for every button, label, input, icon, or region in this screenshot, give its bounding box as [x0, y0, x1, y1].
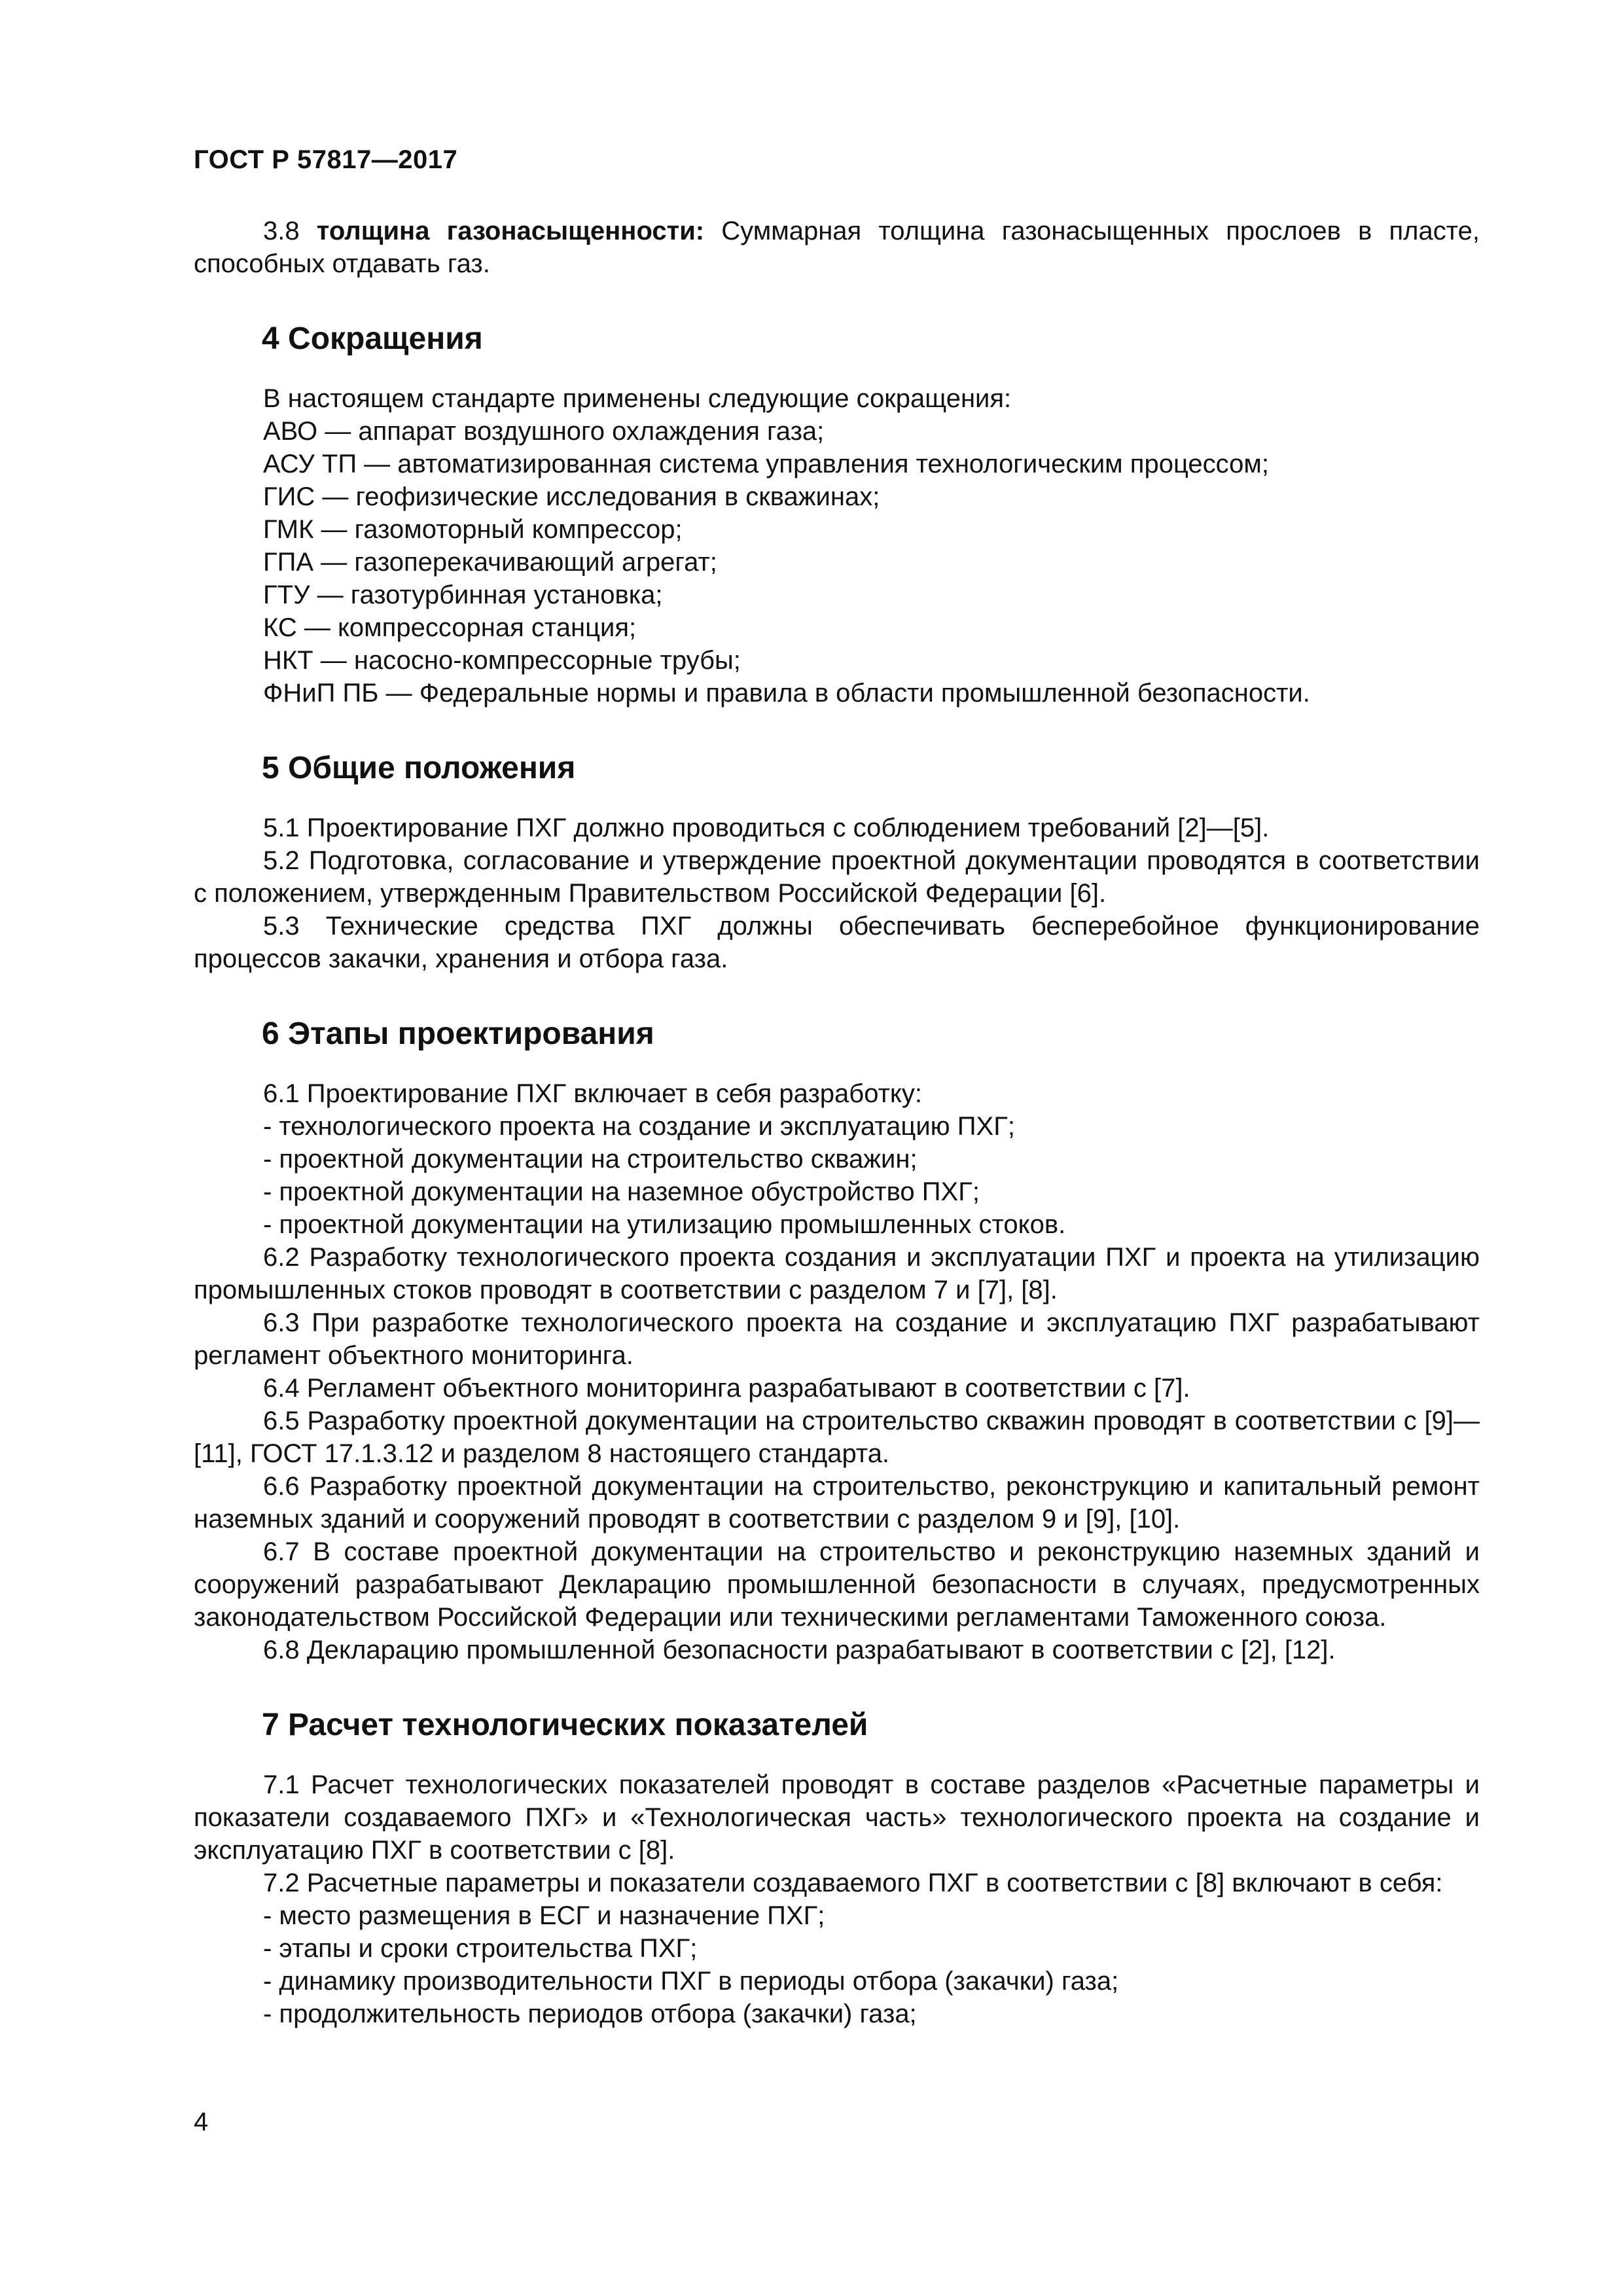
- list-item: - проектной документации на строительство скважин;: [263, 1145, 918, 1174]
- document-code-header: ГОСТ Р 57817—2017: [194, 145, 458, 174]
- paragraph-6-2: 6.2 Разработку технологического проекта создания и эксплуатации ПХГ и проекта на утилизацию промышленных стоков проводят в соответствии с разделом 7 и [7], [8].: [194, 1243, 1480, 1304]
- abbreviation-item: ГМК — газомоторный компрессор;: [263, 515, 683, 544]
- paragraph-5-3: 5.3 Технические средства ПХГ должны обеспечивать бесперебойное функционирование процессов закачки, хранения и отбора газа.: [194, 912, 1480, 973]
- abbreviation-item: ГПА — газоперекачивающий агрегат;: [263, 548, 717, 577]
- paragraph-6-7: 6.7 В составе проектной документации на строительство и реконструкцию наземных зданий и сооружений разрабатывают Декларацию промышленной безопасности в случаях, предусмотренных законодательством Российской Федерации или техническими регламентами Таможенного союза.: [194, 1537, 1480, 1632]
- document-body: [194, 215, 1480, 2030]
- abbreviation-item: ГИС — геофизические исследования в скважинах;: [263, 482, 880, 511]
- list-item: - место размещения в ЕСГ и назначение ПХГ;: [263, 1901, 825, 1930]
- paragraph-5-1: 5.1 Проектирование ПХГ должно проводиться с соблюдением требований [2]—[5].: [263, 814, 1270, 842]
- section-4-heading: 4 Сокращения: [262, 321, 483, 356]
- list-item: - технологического проекта на создание и эксплуатацию ПХГ;: [263, 1112, 1015, 1141]
- paragraph-6-8: 6.8 Декларацию промышленной безопасности разрабатывают в соответствии с [2], [12].: [263, 1636, 1336, 1664]
- paragraph-6-3: 6.3 При разработке технологического проекта на создание и эксплуатацию ПХГ разрабатывают регламент объектного мониторинга.: [194, 1308, 1480, 1370]
- list-item: - динамику производительности ПХГ в периоды отбора (закачки) газа;: [263, 1967, 1119, 1996]
- section-5-heading: 5 Общие положения: [262, 751, 576, 785]
- abbreviation-item: КС — компрессорная станция;: [263, 613, 637, 642]
- definition: Суммарная толщина газонасыщенных прослоев в пласте, способных отдавать газ.: [194, 217, 1480, 278]
- clause-number: 3.8: [263, 217, 300, 245]
- list-item: - проектной документации на наземное обустройство ПХГ;: [263, 1177, 980, 1206]
- paragraph-6-4: 6.4 Регламент объектного мониторинга разрабатывают в соответствии с [7].: [263, 1374, 1190, 1403]
- list-item: - проектной документации на утилизацию промышленных стоков.: [263, 1210, 1066, 1239]
- section-6-heading: 6 Этапы проектирования: [262, 1016, 654, 1051]
- paragraph-6-5: 6.5 Разработку проектной документации на строительство скважин проводят в соответствии с [9]—[11], ГОСТ 17.1.3.12 и разделом 8 настоящего стандарта.: [194, 1407, 1480, 1468]
- section-4-intro: В настоящем стандарте применены следующие сокращения:: [263, 384, 1012, 413]
- list-item: - этапы и сроки строительства ПХГ;: [263, 1934, 698, 1963]
- paragraph-7-1: 7.1 Расчет технологических показателей проводят в составе разделов «Расчетные параметры и показатели создаваемого ПХГ» и «Технологическая часть» технологического проекта на создание и эксплуатацию ПХГ в соответствии с [8].: [194, 1770, 1480, 1865]
- section-7-heading: 7 Расчет технологических показателей: [262, 1708, 868, 1742]
- abbreviation-item: НКТ — насосно-компрессорные трубы;: [263, 646, 741, 675]
- paragraph-6-1: 6.1 Проектирование ПХГ включает в себя разработку:: [263, 1079, 922, 1108]
- abbreviation-item: АСУ ТП — автоматизированная система управления технологическим процессом;: [263, 450, 1269, 478]
- page-number: 4: [194, 2108, 209, 2136]
- paragraph-7-2: 7.2 Расчетные параметры и показатели создаваемого ПХГ в соответствии с [8] включают в себя:: [263, 1869, 1443, 1897]
- abbreviation-item: ГТУ — газотурбинная установка;: [263, 581, 663, 609]
- paragraph-6-6: 6.6 Разработку проектной документации на строительство, реконструкцию и капитальный ремонт наземных зданий и сооружений проводят в соответствии с разделом 9 и [9], [10].: [194, 1472, 1480, 1534]
- list-item: - продолжительность периодов отбора (закачки) газа;: [263, 2000, 917, 2028]
- paragraph-5-2: 5.2 Подготовка, согласование и утверждение проектной документации проводятся в соответствии с положением, утвержденным Правительством Российской Федерации [6].: [194, 846, 1480, 908]
- term: толщина газонасыщенности:: [316, 217, 705, 245]
- abbreviation-item: ФНиП ПБ — Федеральные нормы и правила в области промышленной безопасности.: [263, 679, 1310, 708]
- clause-3-8: [194, 215, 1480, 280]
- abbreviation-item: АВО — аппарат воздушного охлаждения газа;: [263, 417, 825, 446]
